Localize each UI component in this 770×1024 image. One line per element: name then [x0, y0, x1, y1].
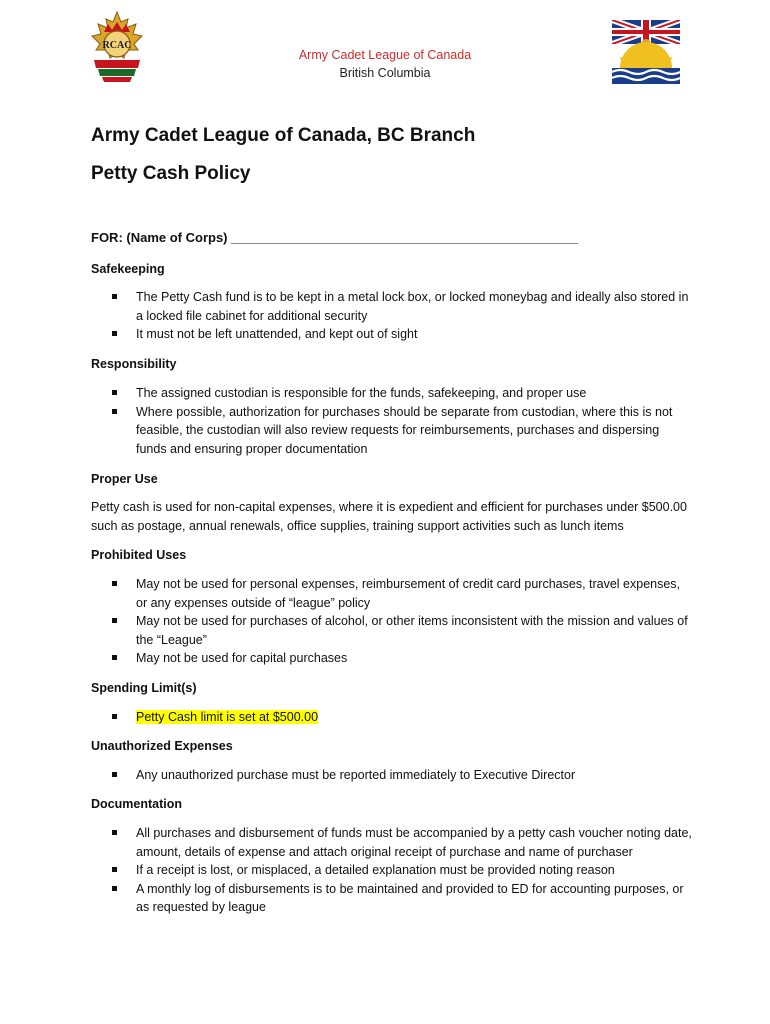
- list-item: A monthly log of disbursements is to be maintained and provided to ED for accounting purposes, or as requested by league: [112, 880, 692, 917]
- list-item: Where possible, authorization for purchases should be separate from custodian, where this is not feasible, the custodian will also review requests for reimbursements, purchases and dispersing funds and ensuring proper documentation: [112, 403, 692, 459]
- list-safekeeping: [112, 288, 692, 344]
- list-item: May not be used for personal expenses, reimbursement of credit card purchases, travel expenses, or any expenses outside of “league” policy: [112, 575, 692, 612]
- heading-prohibited-uses: Prohibited Uses: [91, 548, 187, 562]
- list-item: All purchases and disbursement of funds must be accompanied by a petty cash voucher noting date, amount, details of expense and attach original receipt of purchase and name of purchaser: [112, 824, 692, 861]
- list-item: May not be used for capital purchases: [112, 649, 692, 668]
- org-sub: British Columbia: [339, 66, 431, 80]
- for-corps-line: FOR: (Name of Corps) ________________________________________________: [91, 230, 579, 245]
- bullet-icon: [112, 409, 117, 414]
- list-item: [112, 708, 692, 727]
- bullet-icon: [112, 886, 117, 891]
- bullet-icon: [112, 655, 117, 660]
- bullet-icon: [112, 331, 117, 336]
- bullet-icon: [112, 714, 117, 719]
- heading-documentation: Documentation: [91, 797, 182, 811]
- bullet-icon: [112, 581, 117, 586]
- list-item: It must not be left unattended, and kept out of sight: [112, 325, 692, 344]
- list-item: The Petty Cash fund is to be kept in a metal lock box, or locked moneybag and ideally also stored in a locked file cabinet for additional security: [112, 288, 692, 325]
- list-spending-limits: [112, 708, 692, 727]
- bullet-icon: [112, 618, 117, 623]
- org-name: Army Cadet League of Canada: [298, 48, 472, 62]
- bullet-icon: [112, 772, 117, 777]
- bullet-icon: [112, 294, 117, 299]
- list-unauthorized-expenses: [112, 766, 692, 785]
- list-prohibited-uses: [112, 575, 692, 668]
- document-subtitle: Petty Cash Policy: [91, 163, 251, 184]
- heading-spending-limits: Spending Limit(s): [91, 681, 197, 695]
- heading-responsibility: Responsibility: [91, 357, 177, 371]
- bullet-icon: [112, 830, 117, 835]
- document-title: Army Cadet League of Canada, BC Branch: [91, 125, 476, 146]
- bullet-icon: [112, 867, 117, 872]
- list-item: May not be used for purchases of alcohol, or other items inconsistent with the mission and values of the “League”: [112, 612, 692, 649]
- list-documentation: [112, 824, 692, 917]
- list-item: The assigned custodian is responsible for the funds, safekeeping, and proper use: [112, 384, 692, 403]
- proper-use-text: Petty cash is used for non-capital expenses, where it is expedient and efficient for purchases under $500.00 such as postage, annual renewals, office supplies, training support activities such as lunch items: [91, 500, 687, 533]
- heading-unauthorized-expenses: Unauthorized Expenses: [91, 739, 233, 753]
- letterhead: [0, 46, 770, 82]
- list-responsibility: [112, 384, 692, 458]
- list-item: Any unauthorized purchase must be reported immediately to Executive Director: [112, 766, 692, 785]
- list-item: If a receipt is lost, or misplaced, a detailed explanation must be provided noting reason: [112, 861, 692, 880]
- heading-safekeeping: Safekeeping: [91, 262, 165, 276]
- heading-proper-use: Proper Use: [91, 472, 158, 486]
- highlighted-limit: Petty Cash limit is set at $500.00: [136, 710, 318, 724]
- bullet-icon: [112, 390, 117, 395]
- crest-letters: RCAC: [102, 40, 132, 51]
